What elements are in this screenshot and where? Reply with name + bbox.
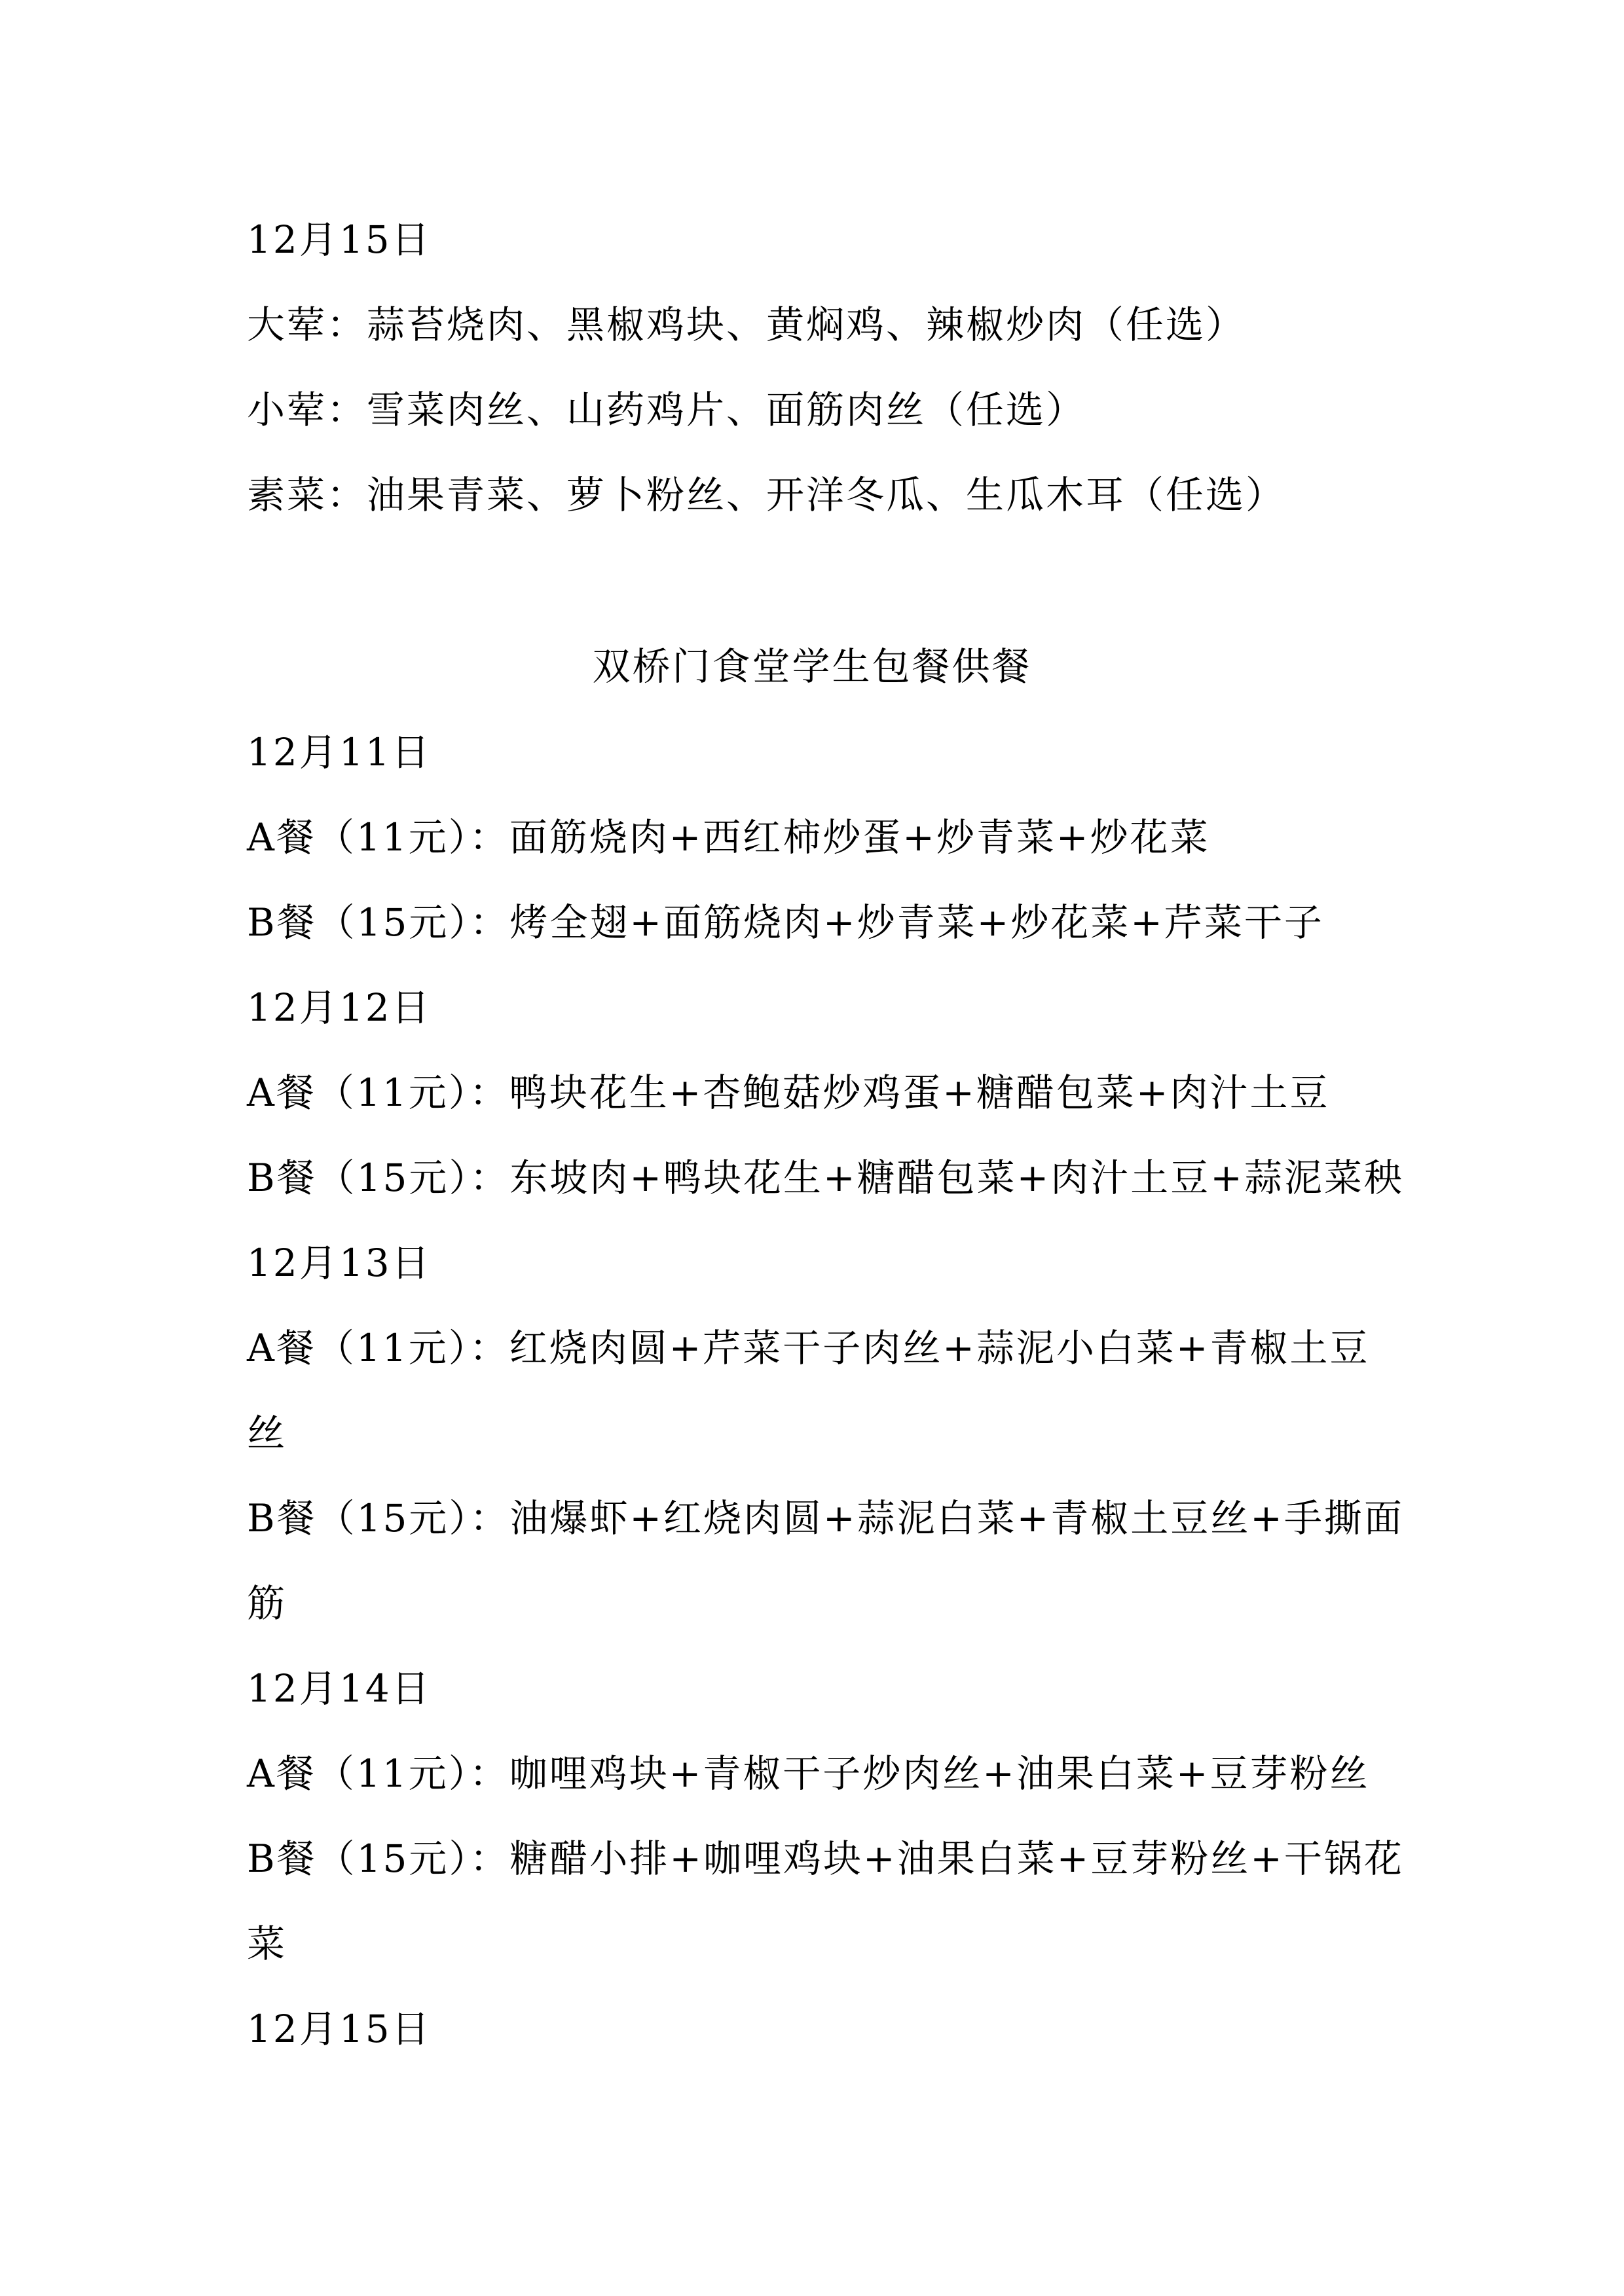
day-3-meal-b-line2: 筋	[247, 1581, 287, 1626]
day-4-meal-b-line1: B餐（15元）：糖醋小排+咖哩鸡块+油果白菜+豆芽粉丝+干锅花	[247, 1836, 1404, 1881]
day-2-meal-b: B餐（15元）：东坡肉+鸭块花生+糖醋包菜+肉汁土豆+蒜泥菜秧	[247, 1156, 1404, 1200]
day-1-meal-b: B餐（15元）：烤全翅+面筋烧肉+炒青菜+炒花菜+芹菜干子	[247, 900, 1324, 945]
sucai-line: 素菜：油果青菜、萝卜粉丝、开洋冬瓜、生瓜木耳（任选）	[247, 473, 1286, 517]
day-4-date: 12月14日	[247, 1666, 432, 1711]
dazhu-line: 大荤：蒜苔烧肉、黑椒鸡块、黄焖鸡、辣椒炒肉（任选）	[247, 302, 1246, 347]
day-4-meal-b-line2: 菜	[247, 1922, 287, 1966]
top-date: 12月15日	[247, 217, 432, 262]
xiaozhu-line: 小荤：雪菜肉丝、山药鸡片、面筋肉丝（任选）	[247, 388, 1086, 432]
day-3-date: 12月13日	[247, 1241, 432, 1285]
day-2-meal-a: A餐（11元）：鸭块花生+杏鲍菇炒鸡蛋+糖醋包菜+肉汁土豆	[247, 1070, 1330, 1115]
day-1-date: 12月11日	[247, 730, 432, 774]
section-title: 双桥门食堂学生包餐供餐	[592, 644, 1032, 689]
day-2-date: 12月12日	[247, 985, 432, 1030]
day-3-meal-a-line1: A餐（11元）：红烧肉圆+芹菜干子肉丝+蒜泥小白菜+青椒土豆	[247, 1326, 1370, 1370]
day-1-meal-a: A餐（11元）：面筋烧肉+西红柿炒蛋+炒青菜+炒花菜	[247, 815, 1210, 860]
day-5-date: 12月15日	[247, 2007, 432, 2051]
day-3-meal-b-line1: B餐（15元）：油爆虾+红烧肉圆+蒜泥白菜+青椒土豆丝+手撕面	[247, 1496, 1404, 1540]
day-3-meal-a-line2: 丝	[247, 1411, 287, 1455]
day-4-meal-a: A餐（11元）：咖哩鸡块+青椒干子炒肉丝+油果白菜+豆芽粉丝	[247, 1751, 1370, 1796]
